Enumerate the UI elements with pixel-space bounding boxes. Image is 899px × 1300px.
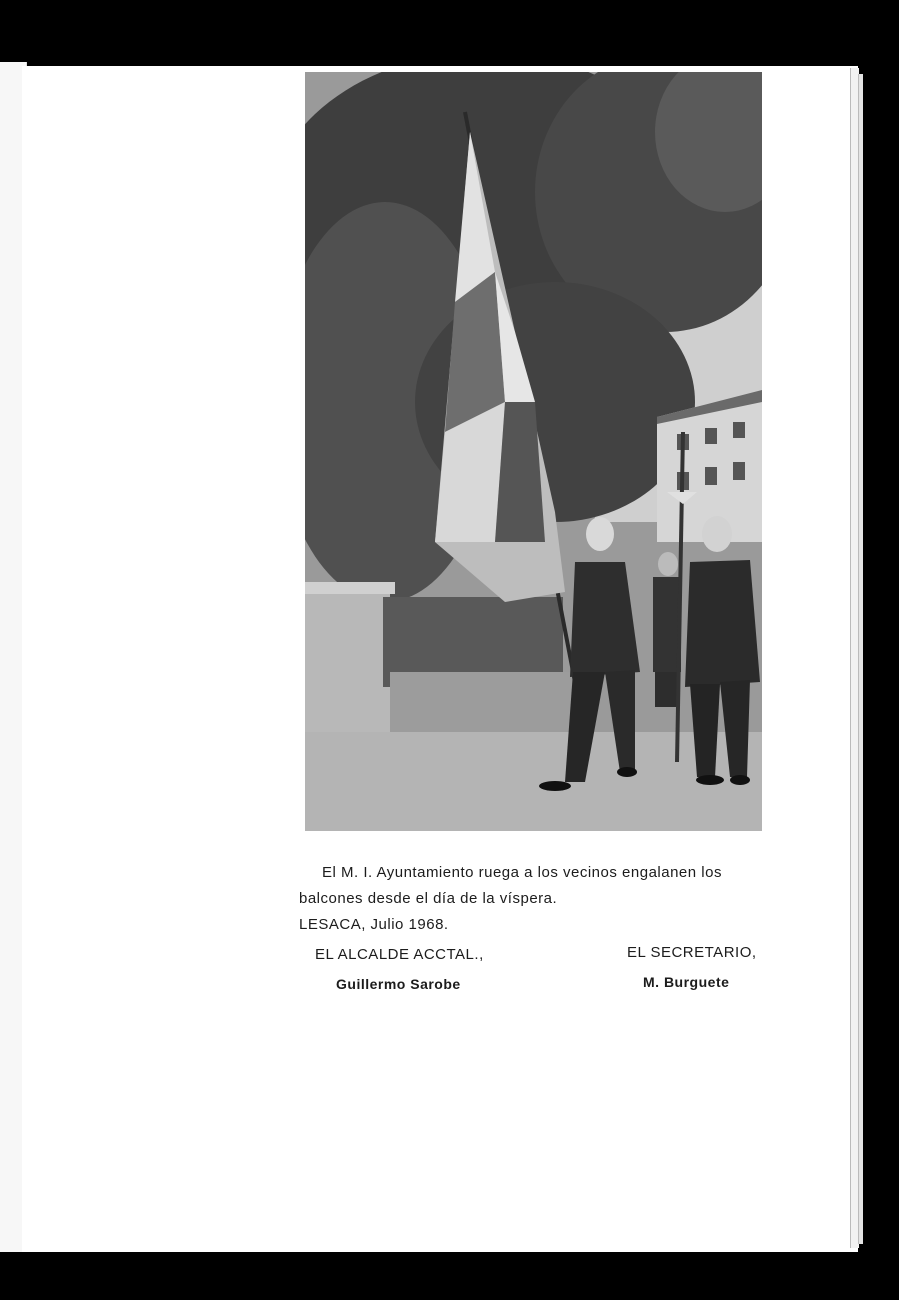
mayor-title: EL ALCALDE ACCTAL., bbox=[315, 946, 484, 963]
procession-photo bbox=[305, 72, 762, 831]
procession-photo-illustration bbox=[305, 72, 762, 831]
secretary-title: EL SECRETARIO, bbox=[627, 944, 757, 961]
mayor-name: Guillermo Sarobe bbox=[336, 976, 461, 992]
caption-line-1: El M. I. Ayuntamiento ruega a los vecinos engalanen los bbox=[322, 864, 722, 881]
secretary-name: M. Burguete bbox=[643, 974, 730, 990]
page-edge-right-outer bbox=[858, 74, 863, 1244]
caption-line-2: balcones desde el día de la víspera. bbox=[299, 890, 558, 907]
place-date: LESACA, Julio 1968. bbox=[299, 916, 449, 933]
